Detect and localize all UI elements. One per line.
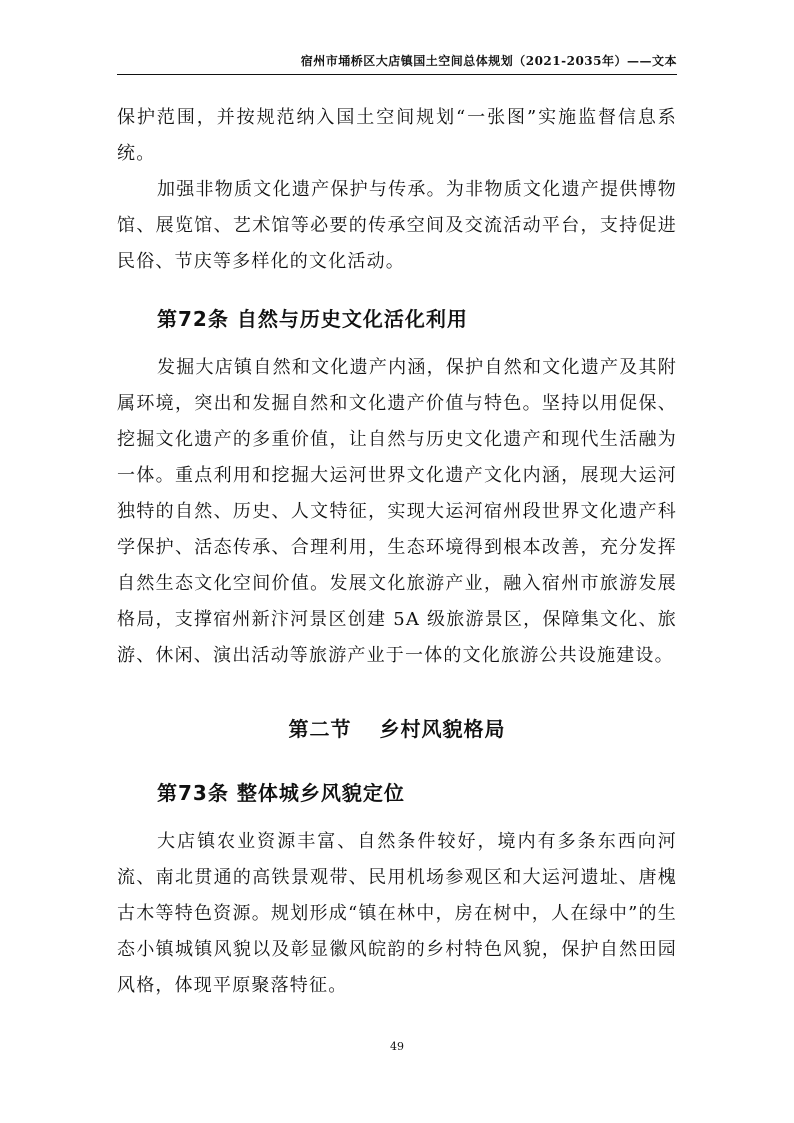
article-72-body: 发掘大店镇自然和文化遗产内涵，保护自然和文化遗产及其附属环境，突出和发掘自然和文化遗产价值与特色。坚持以用促保、挖掘文化遗产的多重价值，让自然与历史文化遗产和现代生活融为一体。重点利用和挖掘大运河世界文化遗产文化内涵，展现大运河独特的自然、历史、人文特征，实现大运河宿州段世界文化遗产科学保护、活态传承、合理利用，生态环境得到根本改善，充分发挥自然生态文化空间价值。发展文化旅游产业，融入宿州市旅游发展格局，支撑宿州新汴河景区创建 5A 级旅游景区，保障集文化、旅游、休闲、演出活动等旅游产业于一体的文化旅游公共设施建设。: [117, 357, 677, 666]
section-heading: [117, 712, 677, 746]
header-title: 宿州市埇桥区大店镇国土空间总体规划（2021-2035年）——文本: [300, 54, 677, 68]
paragraph-protection-scope: 保护范围，并按规范纳入国土空间规划“一张图”实施监督信息系统。: [117, 107, 677, 164]
paragraph-intangible-heritage: 加强非物质文化遗产保护与传承。为非物质文化遗产提供博物馆、展览馆、艺术馆等必要的传承空间及交流活动平台，支持促进民俗、节庆等多样化的文化活动。: [117, 179, 677, 272]
page-number: 49: [390, 1040, 404, 1053]
article-72-title: 自然与历史文化活化利用: [236, 307, 468, 331]
section-title: 乡村风貌格局: [379, 717, 506, 741]
article-73-heading: [117, 776, 677, 810]
article-72-number: 第72条: [157, 307, 229, 331]
page-body: [117, 100, 677, 1004]
article-72-heading: [117, 302, 677, 336]
article-73-body: 大店镇农业资源丰富、自然条件较好，境内有多条东西向河流、南北贯通的高铁景观带、民用机场参观区和大运河遗址、唐槐古木等特色资源。规划形成“镇在林中，房在树中，人在绿中”的生态小镇城镇风貌以及彰显徽风皖韵的乡村特色风貌，保护自然田园风格，体现平原聚落特征。: [117, 831, 677, 996]
running-header: [117, 52, 677, 75]
article-73-number: 第73条: [157, 781, 229, 805]
article-73-title: 整体城乡风貌定位: [236, 781, 405, 805]
section-number: 第二节: [288, 717, 352, 741]
